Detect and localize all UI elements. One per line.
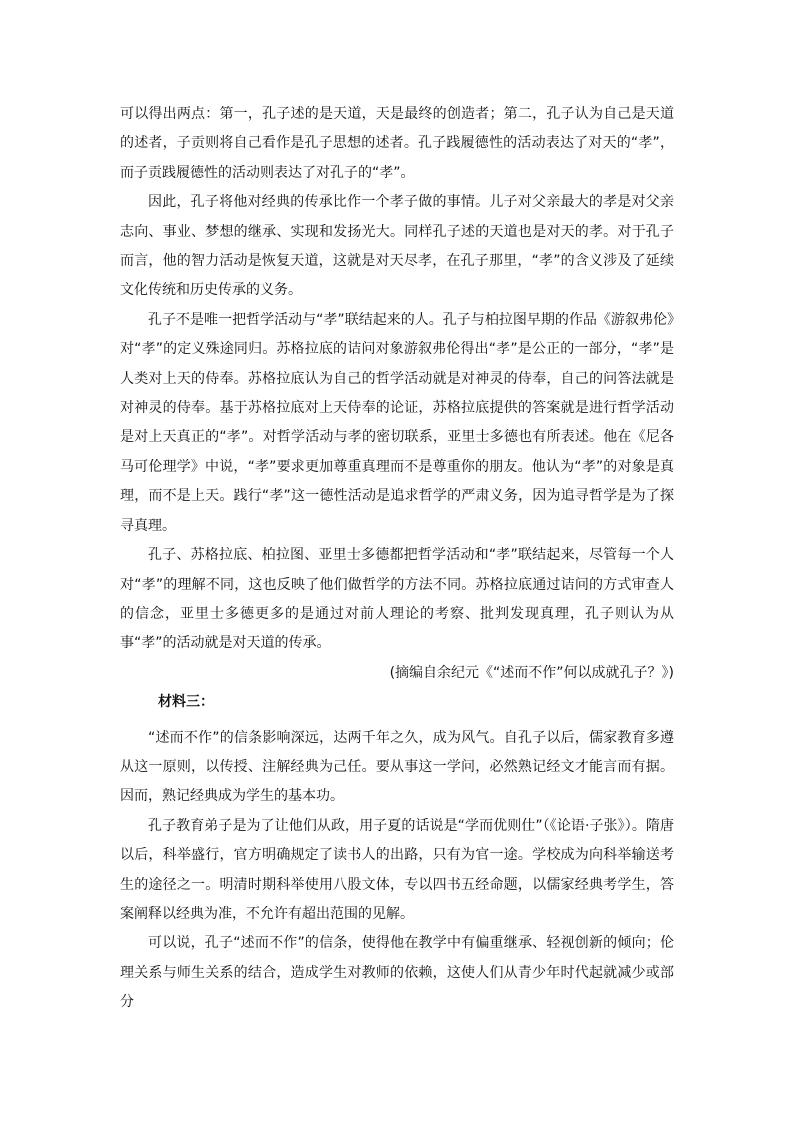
paragraph: “述而不作”的信条影响深远，达两千年之久，成为风气。自孔子以后，儒家教育多遵从这一原则，以传授、注解经典为己任。要从事这一学问，必然熟记经文才能言而有据。因而，熟记经典成为学生的基本功。 [120,729,674,805]
paragraph: 孔子、苏格拉底、柏拉图、亚里士多德都把哲学活动和“孝”联结起来，尽管每一个人对“孝”的理解不同，这也反映了他们做哲学的方法不同。苏格拉底通过诘问的方式审查人的信念，亚里士多德更多的是通过对前人理论的考察、批判发现真理，孔子则认为从事“孝”的活动就是对天道的传承。 [120,547,674,652]
paragraph: 孔子不是唯一把哲学活动与“孝”联结起来的人。孔子与柏拉图早期的作品《游叙弗伦》对“孝”的定义殊途同归。苏格拉底的诘问对象游叙弗伦得出“孝”是公正的一部分，“孝”是人类对上天的侍奉。苏格拉底认为自己的哲学活动就是对神灵的侍奉，自己的问答法就是对神灵的侍奉。基于苏格拉底对上天侍奉的论证，苏格拉底提供的答案就是进行哲学活动是对上天真正的“孝”。对哲学活动与孝的密切联系，亚里士多德也有所表述。他在《尼各马可伦理学》中说，“孝”要求更加尊重真理而不是尊重你的朋友。他认为“孝”的对象是真理，而不是上天。践行“孝”这一德性活动是追求哲学的严肃义务，因为追寻哲学是为了探寻真理。 [120,311,674,534]
paragraph: 可以说，孔子“述而不作”的信条，使得他在教学中有偏重继承、轻视创新的倾向；伦理关系与师生关系的结合，造成学生对教师的依赖，这使人们从青少年时代起就减少或部分 [120,935,674,1011]
section-heading: 材料三： [158,694,214,711]
paragraph: 孔子教育弟子是为了让他们从政，用子夏的话说是“学而优则仕”（《论语·子张》）。隋唐以后，科举盛行，官方明确规定了读书人的出路，只有为官一途。学校成为向科举输送考生的途径之一。明清时期科举使用八股文体，专以四书五经命题，以儒家经典考学生，答案阐释以经典为准，不允许有超出范围的见解。 [120,817,674,922]
document-page [120,100,674,1018]
source-citation: (摘编自余纪元《“述而不作”何以成就孔子？》) [389,664,674,681]
paragraph: 可以得出两点：第一，孔子述的是天道，天是最终的创造者；第二，孔子认为自己是天道的述者，子贡则将自己看作是孔子思想的述者。孔子践履德性的活动表达了对天的“孝”，而子贡践履德性的活动则表达了对孔子的“孝”。 [120,106,674,181]
paragraph: 因此，孔子将他对经典的传承比作一个孝子做的事情。儿子对父亲最大的孝是对父亲志向、事业、梦想的继承、实现和发扬光大。同样孔子述的天道也是对天的孝。对于孔子而言，他的智力活动是恢复天道，这就是对天尽孝，在孔子那里，“孝”的含义涉及了延续文化传统和历史传承的义务。 [120,194,674,299]
